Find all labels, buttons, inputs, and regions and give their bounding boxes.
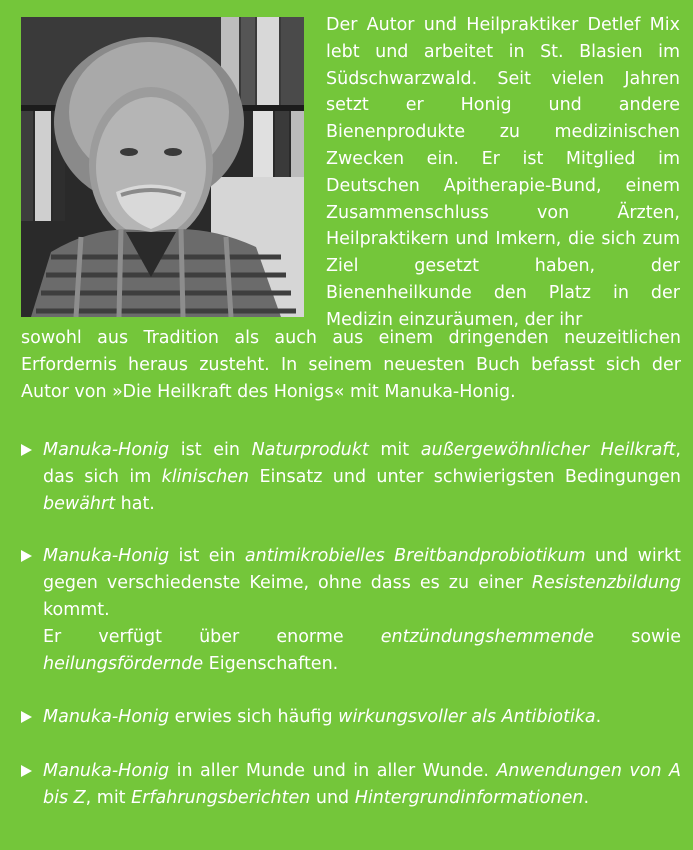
feature-text: Resistenzbildung bbox=[531, 573, 681, 594]
feature-subtext bbox=[43, 624, 681, 678]
triangle-bullet-icon bbox=[21, 444, 32, 456]
feature-text: kommt. bbox=[43, 599, 110, 620]
feature-text: Eigenschaften. bbox=[203, 653, 339, 674]
feature-text: Einsatz und unter schwierigsten Bedingungen bbox=[249, 466, 681, 487]
feature-text: und bbox=[310, 787, 355, 808]
triangle-bullet-icon bbox=[21, 711, 32, 723]
feature-text: Manuka-Honig bbox=[43, 761, 170, 782]
feature-text: Naturprodukt bbox=[251, 440, 369, 460]
feature-text: mit bbox=[368, 440, 421, 460]
feature-text: klinischen bbox=[161, 466, 250, 487]
feature-text: antimikrobielles Breitbandprobiotikum bbox=[244, 546, 586, 567]
feature-text: ist ein bbox=[169, 440, 252, 460]
spacer bbox=[21, 517, 681, 543]
feature-text: heilungsfördernde bbox=[43, 653, 204, 674]
feature-text: in aller Munde und in aller Wunde. bbox=[169, 761, 497, 782]
feature-text: . bbox=[583, 787, 590, 808]
feature-text: . bbox=[595, 707, 602, 728]
triangle-bullet-icon bbox=[21, 550, 32, 562]
spacer bbox=[21, 677, 681, 704]
feature-list bbox=[21, 437, 681, 812]
feature-text: bewährt bbox=[43, 493, 116, 514]
feature-text: Anwendungen von A bis Z bbox=[43, 761, 681, 808]
feature-text: hat. bbox=[115, 493, 155, 514]
feature-text: außergewöhnlicher Heilkraft bbox=[420, 440, 676, 460]
feature-text: und wirkt gegen verschiedenste Keime, ohne dass es zu einer bbox=[43, 546, 681, 594]
feature-text: Manuka-Honig bbox=[43, 546, 170, 567]
feature-item bbox=[21, 543, 681, 677]
author-photo bbox=[21, 17, 304, 317]
feature-item bbox=[21, 437, 681, 517]
feature-text: , mit bbox=[85, 787, 132, 808]
author-bio-bottom: sowohl aus Tradition als auch aus einem dringenden neuzeitlichen Erfordernis heraus zusteht. In seinem neuesten Buch befasst sich der Autor von »Die Heilkraft des Honigs« mit Manuka-Honig. bbox=[21, 328, 681, 402]
feature-text: Erfahrungsberichten bbox=[131, 787, 311, 808]
feature-text: erwies sich häufig bbox=[169, 707, 339, 728]
feature-text: entzündungshemmende bbox=[380, 626, 595, 647]
feature-text: wirkungsvoller als Antibiotika bbox=[338, 707, 596, 728]
feature-text: ist ein bbox=[169, 546, 245, 567]
feature-text: Manuka-Honig bbox=[43, 440, 170, 460]
triangle-bullet-icon bbox=[21, 765, 32, 777]
feature-item bbox=[21, 758, 681, 812]
spacer bbox=[21, 731, 681, 758]
feature-text: Er verfügt über enorme bbox=[43, 626, 381, 647]
author-bio-top: Der Autor und Heilpraktiker Detlef Mix lebt und arbeitet in St. Blasien im Südschwarzwald. Seit vielen Jahren setzt er Honig und andere Bienenprodukte zu medizinischen Zwecken ein. Er ist Mitglied im Deutschen Apitherapie-Bund, einem Zusammenschluss von Ärzten, Heilpraktikern und Imkern, die sich zum Ziel gesetzt haben, der Bienenheilkunde den Platz in der Medizin einzuräumen, der ihr bbox=[326, 15, 680, 330]
feature-text: Hintergrundinformationen bbox=[354, 787, 584, 808]
feature-text: , das sich im bbox=[43, 440, 681, 487]
feature-text: sowie bbox=[594, 626, 681, 647]
feature-text: Manuka-Honig bbox=[43, 707, 170, 728]
feature-item bbox=[21, 704, 681, 731]
